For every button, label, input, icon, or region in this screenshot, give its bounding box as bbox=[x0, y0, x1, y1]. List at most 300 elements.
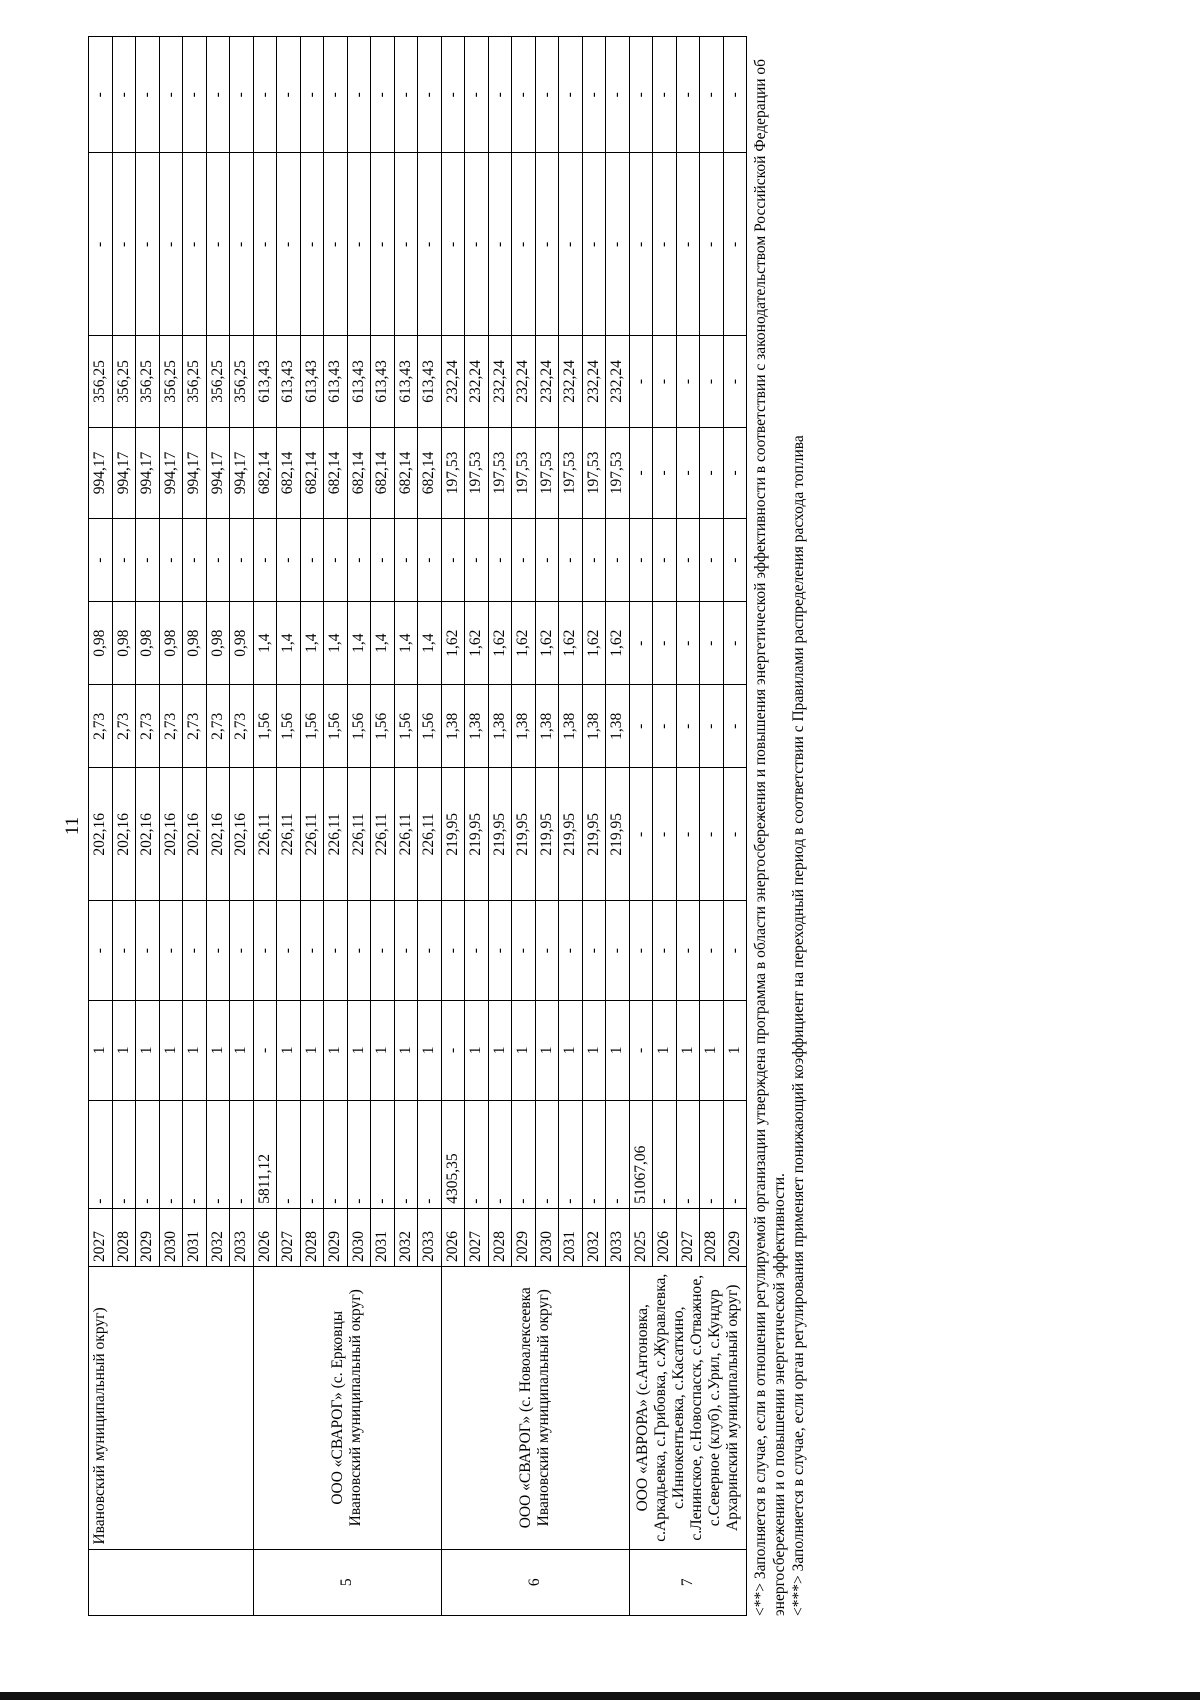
cell-k1: 1 bbox=[582, 1001, 606, 1101]
cell-v1: 226,11 bbox=[418, 768, 442, 901]
cell-v8: - bbox=[230, 37, 254, 153]
cell-v8: - bbox=[488, 37, 512, 153]
cell-v4: - bbox=[629, 519, 653, 602]
cell-v6: 613,43 bbox=[347, 336, 371, 427]
cell-v7: - bbox=[606, 153, 630, 336]
cell-k2: - bbox=[112, 901, 136, 1001]
cell-v8: - bbox=[512, 37, 536, 153]
cell-v7: - bbox=[676, 153, 700, 336]
table-body bbox=[89, 37, 747, 1616]
cell-v7: - bbox=[159, 153, 183, 336]
cell-v3: 1,62 bbox=[559, 602, 583, 685]
cell-k1: 1 bbox=[723, 1001, 747, 1101]
cell-v8: - bbox=[277, 37, 301, 153]
cell-v6: 232,24 bbox=[535, 336, 559, 427]
cell-k1: - bbox=[441, 1001, 465, 1101]
cell-k2: - bbox=[700, 901, 724, 1001]
cell-year: 2031 bbox=[371, 1208, 395, 1266]
cell-v2: 1,38 bbox=[465, 685, 489, 768]
cell-v7: - bbox=[371, 153, 395, 336]
cell-v6: 613,43 bbox=[371, 336, 395, 427]
cell-nvv: - bbox=[300, 1100, 324, 1208]
cell-v4: - bbox=[559, 519, 583, 602]
cell-k2: - bbox=[300, 901, 324, 1001]
cell-k1: 1 bbox=[465, 1001, 489, 1101]
cell-v1: 226,11 bbox=[394, 768, 418, 901]
cell-k1: - bbox=[629, 1001, 653, 1101]
cell-v1: 226,11 bbox=[324, 768, 348, 901]
cell-v3: 1,4 bbox=[371, 602, 395, 685]
cell-v6: 232,24 bbox=[512, 336, 536, 427]
cell-v6: 356,25 bbox=[206, 336, 230, 427]
cell-v4: - bbox=[89, 519, 113, 602]
cell-v5: 197,53 bbox=[582, 427, 606, 518]
cell-v4: - bbox=[488, 519, 512, 602]
cell-k1: 1 bbox=[559, 1001, 583, 1101]
cell-nvv: - bbox=[676, 1100, 700, 1208]
cell-v5: 682,14 bbox=[394, 427, 418, 518]
cell-v6: 356,25 bbox=[159, 336, 183, 427]
tariff-table bbox=[88, 36, 747, 1616]
cell-v7: - bbox=[418, 153, 442, 336]
cell-year: 2029 bbox=[136, 1208, 160, 1266]
cell-nvv: - bbox=[488, 1100, 512, 1208]
cell-year: 2028 bbox=[300, 1208, 324, 1266]
cell-v4: - bbox=[300, 519, 324, 602]
cell-v2: 1,56 bbox=[324, 685, 348, 768]
cell-v7: - bbox=[112, 153, 136, 336]
cell-k1: 1 bbox=[371, 1001, 395, 1101]
cell-year: 2026 bbox=[441, 1208, 465, 1266]
cell-v3: 0,98 bbox=[230, 602, 254, 685]
cell-v2: 2,73 bbox=[136, 685, 160, 768]
cell-v8: - bbox=[700, 37, 724, 153]
cell-v8: - bbox=[394, 37, 418, 153]
cell-k2: - bbox=[371, 901, 395, 1001]
cell-year: 2027 bbox=[277, 1208, 301, 1266]
cell-v8: - bbox=[324, 37, 348, 153]
cell-v2: 2,73 bbox=[183, 685, 207, 768]
cell-v3: 1,62 bbox=[582, 602, 606, 685]
cell-v1: 219,95 bbox=[559, 768, 583, 901]
cell-v7: - bbox=[347, 153, 371, 336]
cell-v8: - bbox=[723, 37, 747, 153]
cell-v4: - bbox=[206, 519, 230, 602]
cell-v4: - bbox=[112, 519, 136, 602]
cell-k2: - bbox=[676, 901, 700, 1001]
cell-nvv: - bbox=[700, 1100, 724, 1208]
cell-nvv: - bbox=[653, 1100, 677, 1208]
cell-nvv: - bbox=[89, 1100, 113, 1208]
cell-v5: 682,14 bbox=[300, 427, 324, 518]
cell-v7: - bbox=[559, 153, 583, 336]
cell-v5: - bbox=[700, 427, 724, 518]
cell-v1: - bbox=[653, 768, 677, 901]
cell-nvv: - bbox=[723, 1100, 747, 1208]
cell-v3: 1,4 bbox=[394, 602, 418, 685]
cell-v7: - bbox=[512, 153, 536, 336]
cell-v1: 202,16 bbox=[206, 768, 230, 901]
cell-v6: 613,43 bbox=[394, 336, 418, 427]
cell-v2: 1,56 bbox=[300, 685, 324, 768]
footnote: <***> Заполняется в случае, если орган регулирования применяет понижающий коэффициент на переходный период в соответствии с Правилами распределения расхода топлива bbox=[790, 435, 807, 1616]
cell-v5: 682,14 bbox=[418, 427, 442, 518]
cell-v8: - bbox=[582, 37, 606, 153]
cell-nvv: - bbox=[606, 1100, 630, 1208]
cell-year: 2032 bbox=[206, 1208, 230, 1266]
cell-nvv: - bbox=[183, 1100, 207, 1208]
cell-v7: - bbox=[441, 153, 465, 336]
cell-v2: 1,56 bbox=[253, 685, 277, 768]
cell-k2: - bbox=[136, 901, 160, 1001]
cell-year: 2028 bbox=[700, 1208, 724, 1266]
cell-v4: - bbox=[512, 519, 536, 602]
cell-year: 2026 bbox=[253, 1208, 277, 1266]
cell-v1: 202,16 bbox=[159, 768, 183, 901]
cell-v2: 1,38 bbox=[512, 685, 536, 768]
cell-v2: 1,38 bbox=[441, 685, 465, 768]
cell-k1: 1 bbox=[676, 1001, 700, 1101]
cell-k2: - bbox=[253, 901, 277, 1001]
cell-v2: - bbox=[629, 685, 653, 768]
cell-v7: - bbox=[394, 153, 418, 336]
cell-v7: - bbox=[136, 153, 160, 336]
cell-v2: 1,56 bbox=[347, 685, 371, 768]
cell-v7: - bbox=[700, 153, 724, 336]
cell-v5: 682,14 bbox=[277, 427, 301, 518]
cell-v5: 994,17 bbox=[183, 427, 207, 518]
cell-nvv: 4305,35 bbox=[441, 1100, 465, 1208]
cell-v6: 232,24 bbox=[582, 336, 606, 427]
cell-v2: 1,38 bbox=[488, 685, 512, 768]
cell-v5: 682,14 bbox=[324, 427, 348, 518]
cell-v2: 1,56 bbox=[418, 685, 442, 768]
cell-year: 2031 bbox=[559, 1208, 583, 1266]
cell-v3: 1,4 bbox=[347, 602, 371, 685]
cell-v5: 197,53 bbox=[465, 427, 489, 518]
cell-year: 2028 bbox=[112, 1208, 136, 1266]
cell-v5: 682,14 bbox=[347, 427, 371, 518]
organization-name: ООО «АВРОРА» (с.Антоновка, с.Аркадьевка, с.Грибовка, с.Журавлевка, с.Иннокентьевка, с.Касаткино, с.Ленинское, с.Новоспасск, с.Отважное, с.Северное (клуб), с.Урил, с.Кундур Архаринский муниципальный округ) bbox=[629, 1266, 747, 1549]
cell-v2: 2,73 bbox=[159, 685, 183, 768]
cell-v1: 202,16 bbox=[112, 768, 136, 901]
table-row bbox=[253, 37, 277, 1616]
cell-v1: 219,95 bbox=[465, 768, 489, 901]
cell-k2: - bbox=[559, 901, 583, 1001]
cell-v5: 682,14 bbox=[253, 427, 277, 518]
cell-v5: 197,53 bbox=[559, 427, 583, 518]
cell-k1: 1 bbox=[89, 1001, 113, 1101]
cell-v4: - bbox=[324, 519, 348, 602]
cell-k1: 1 bbox=[206, 1001, 230, 1101]
cell-v6: 356,25 bbox=[230, 336, 254, 427]
cell-v1: 202,16 bbox=[136, 768, 160, 901]
cell-v8: - bbox=[441, 37, 465, 153]
cell-year: 2033 bbox=[230, 1208, 254, 1266]
cell-v5: - bbox=[629, 427, 653, 518]
cell-v7: - bbox=[300, 153, 324, 336]
cell-year: 2031 bbox=[183, 1208, 207, 1266]
cell-nvv: - bbox=[512, 1100, 536, 1208]
cell-v1: 219,95 bbox=[606, 768, 630, 901]
cell-year: 2033 bbox=[606, 1208, 630, 1266]
cell-v5: 682,14 bbox=[371, 427, 395, 518]
cell-v6: 232,24 bbox=[441, 336, 465, 427]
cell-year: 2025 bbox=[629, 1208, 653, 1266]
cell-v4: - bbox=[653, 519, 677, 602]
cell-nvv: - bbox=[324, 1100, 348, 1208]
cell-k2: - bbox=[606, 901, 630, 1001]
cell-v2: 2,73 bbox=[89, 685, 113, 768]
cell-nvv: 51067,06 bbox=[629, 1100, 653, 1208]
cell-v3: 0,98 bbox=[159, 602, 183, 685]
cell-v8: - bbox=[253, 37, 277, 153]
cell-v6: 613,43 bbox=[324, 336, 348, 427]
cell-v5: 197,53 bbox=[512, 427, 536, 518]
cell-v6: 613,43 bbox=[277, 336, 301, 427]
cell-v3: 1,62 bbox=[535, 602, 559, 685]
organization-name: Ивановский муниципальный округ) bbox=[89, 1266, 254, 1549]
cell-v1: 202,16 bbox=[230, 768, 254, 901]
cell-year: 2029 bbox=[723, 1208, 747, 1266]
cell-k1: 1 bbox=[324, 1001, 348, 1101]
cell-k2: - bbox=[488, 901, 512, 1001]
cell-v2: 2,73 bbox=[230, 685, 254, 768]
cell-v4: - bbox=[441, 519, 465, 602]
cell-v5: 197,53 bbox=[606, 427, 630, 518]
cell-v5: - bbox=[723, 427, 747, 518]
cell-v6: - bbox=[676, 336, 700, 427]
scan-edge-bar bbox=[0, 1692, 1200, 1700]
row-number: 7 bbox=[629, 1549, 747, 1615]
cell-v5: - bbox=[653, 427, 677, 518]
cell-k2: - bbox=[206, 901, 230, 1001]
cell-v4: - bbox=[136, 519, 160, 602]
cell-v6: 356,25 bbox=[112, 336, 136, 427]
cell-v2: 2,73 bbox=[112, 685, 136, 768]
cell-v5: 197,53 bbox=[441, 427, 465, 518]
cell-v2: 1,38 bbox=[606, 685, 630, 768]
cell-v8: - bbox=[136, 37, 160, 153]
cell-v1: 202,16 bbox=[183, 768, 207, 901]
cell-v5: - bbox=[676, 427, 700, 518]
cell-v7: - bbox=[324, 153, 348, 336]
cell-v1: 219,95 bbox=[535, 768, 559, 901]
cell-k1: 1 bbox=[136, 1001, 160, 1101]
cell-k2: - bbox=[535, 901, 559, 1001]
cell-v3: 1,62 bbox=[512, 602, 536, 685]
cell-nvv: - bbox=[206, 1100, 230, 1208]
cell-k2: - bbox=[394, 901, 418, 1001]
cell-year: 2030 bbox=[347, 1208, 371, 1266]
cell-v5: 197,53 bbox=[535, 427, 559, 518]
row-number bbox=[89, 1549, 254, 1615]
cell-v3: 0,98 bbox=[136, 602, 160, 685]
cell-v1: 226,11 bbox=[277, 768, 301, 901]
cell-k2: - bbox=[465, 901, 489, 1001]
cell-v5: 994,17 bbox=[230, 427, 254, 518]
cell-v2: 1,38 bbox=[535, 685, 559, 768]
cell-v2: - bbox=[700, 685, 724, 768]
cell-v1: 219,95 bbox=[582, 768, 606, 901]
cell-v6: 356,25 bbox=[183, 336, 207, 427]
cell-v4: - bbox=[418, 519, 442, 602]
cell-year: 2027 bbox=[89, 1208, 113, 1266]
cell-v8: - bbox=[89, 37, 113, 153]
cell-v8: - bbox=[606, 37, 630, 153]
cell-year: 2029 bbox=[324, 1208, 348, 1266]
cell-v8: - bbox=[465, 37, 489, 153]
cell-year: 2030 bbox=[535, 1208, 559, 1266]
cell-v4: - bbox=[535, 519, 559, 602]
cell-v3: - bbox=[700, 602, 724, 685]
cell-nvv: - bbox=[347, 1100, 371, 1208]
cell-year: 2033 bbox=[418, 1208, 442, 1266]
cell-v6: - bbox=[723, 336, 747, 427]
cell-v4: - bbox=[371, 519, 395, 602]
cell-v8: - bbox=[206, 37, 230, 153]
cell-nvv: - bbox=[136, 1100, 160, 1208]
cell-v4: - bbox=[700, 519, 724, 602]
cell-k1: 1 bbox=[394, 1001, 418, 1101]
cell-k1: 1 bbox=[347, 1001, 371, 1101]
cell-nvv: - bbox=[582, 1100, 606, 1208]
cell-v8: - bbox=[371, 37, 395, 153]
cell-v4: - bbox=[253, 519, 277, 602]
cell-v5: 197,53 bbox=[488, 427, 512, 518]
cell-v3: 1,4 bbox=[418, 602, 442, 685]
cell-k2: - bbox=[723, 901, 747, 1001]
cell-k2: - bbox=[230, 901, 254, 1001]
cell-v4: - bbox=[159, 519, 183, 602]
cell-v7: - bbox=[629, 153, 653, 336]
cell-k1: 1 bbox=[606, 1001, 630, 1101]
cell-k1: 1 bbox=[700, 1001, 724, 1101]
cell-k2: - bbox=[441, 901, 465, 1001]
cell-k1: 1 bbox=[277, 1001, 301, 1101]
cell-k1: 1 bbox=[230, 1001, 254, 1101]
cell-year: 2027 bbox=[465, 1208, 489, 1266]
cell-v8: - bbox=[183, 37, 207, 153]
cell-year: 2029 bbox=[512, 1208, 536, 1266]
cell-v4: - bbox=[676, 519, 700, 602]
cell-v2: - bbox=[653, 685, 677, 768]
cell-k2: - bbox=[89, 901, 113, 1001]
cell-v8: - bbox=[629, 37, 653, 153]
cell-v6: 232,24 bbox=[606, 336, 630, 427]
cell-v8: - bbox=[112, 37, 136, 153]
cell-k1: 1 bbox=[418, 1001, 442, 1101]
cell-v2: 1,56 bbox=[394, 685, 418, 768]
cell-v4: - bbox=[183, 519, 207, 602]
cell-v4: - bbox=[230, 519, 254, 602]
cell-v3: 0,98 bbox=[206, 602, 230, 685]
cell-v8: - bbox=[159, 37, 183, 153]
cell-nvv: 5811,12 bbox=[253, 1100, 277, 1208]
cell-v2: 1,56 bbox=[371, 685, 395, 768]
cell-v2: 1,56 bbox=[277, 685, 301, 768]
cell-v1: 226,11 bbox=[347, 768, 371, 901]
cell-nvv: - bbox=[112, 1100, 136, 1208]
cell-year: 2030 bbox=[159, 1208, 183, 1266]
cell-v2: - bbox=[676, 685, 700, 768]
table-row bbox=[629, 37, 653, 1616]
cell-k1: 1 bbox=[300, 1001, 324, 1101]
rotated-page bbox=[62, 36, 1108, 1616]
cell-v7: - bbox=[488, 153, 512, 336]
cell-v6: 613,43 bbox=[300, 336, 324, 427]
cell-year: 2026 bbox=[653, 1208, 677, 1266]
cell-nvv: - bbox=[535, 1100, 559, 1208]
organization-name: ООО «СВАРОГ» (с. Ерковцы Ивановский муниципальный округ) bbox=[253, 1266, 441, 1549]
cell-v6: 613,43 bbox=[253, 336, 277, 427]
cell-k1: 1 bbox=[512, 1001, 536, 1101]
cell-nvv: - bbox=[559, 1100, 583, 1208]
cell-v3: 0,98 bbox=[112, 602, 136, 685]
cell-v8: - bbox=[535, 37, 559, 153]
cell-v1: 226,11 bbox=[300, 768, 324, 901]
cell-k1: - bbox=[253, 1001, 277, 1101]
cell-v3: 1,62 bbox=[606, 602, 630, 685]
cell-v6: - bbox=[700, 336, 724, 427]
cell-v8: - bbox=[300, 37, 324, 153]
cell-v7: - bbox=[723, 153, 747, 336]
cell-v3: 1,62 bbox=[441, 602, 465, 685]
cell-v7: - bbox=[653, 153, 677, 336]
cell-v8: - bbox=[653, 37, 677, 153]
cell-v1: 219,95 bbox=[441, 768, 465, 901]
cell-v8: - bbox=[676, 37, 700, 153]
cell-k2: - bbox=[418, 901, 442, 1001]
cell-v1: 219,95 bbox=[512, 768, 536, 901]
cell-k2: - bbox=[183, 901, 207, 1001]
cell-nvv: - bbox=[465, 1100, 489, 1208]
cell-nvv: - bbox=[277, 1100, 301, 1208]
cell-v7: - bbox=[582, 153, 606, 336]
cell-v3: 1,62 bbox=[488, 602, 512, 685]
cell-k1: 1 bbox=[112, 1001, 136, 1101]
cell-v5: 994,17 bbox=[89, 427, 113, 518]
cell-v1: - bbox=[676, 768, 700, 901]
cell-v6: 232,24 bbox=[488, 336, 512, 427]
cell-v7: - bbox=[89, 153, 113, 336]
cell-v1: 202,16 bbox=[89, 768, 113, 901]
cell-k2: - bbox=[277, 901, 301, 1001]
cell-v3: - bbox=[653, 602, 677, 685]
cell-v5: 994,17 bbox=[136, 427, 160, 518]
cell-k2: - bbox=[324, 901, 348, 1001]
cell-v3: 0,98 bbox=[89, 602, 113, 685]
cell-year: 2028 bbox=[488, 1208, 512, 1266]
cell-v3: 0,98 bbox=[183, 602, 207, 685]
row-number: 6 bbox=[441, 1549, 629, 1615]
cell-v6: 232,24 bbox=[465, 336, 489, 427]
cell-v7: - bbox=[253, 153, 277, 336]
cell-v5: 994,17 bbox=[112, 427, 136, 518]
cell-v4: - bbox=[394, 519, 418, 602]
cell-v8: - bbox=[559, 37, 583, 153]
cell-year: 2032 bbox=[394, 1208, 418, 1266]
cell-v2: - bbox=[723, 685, 747, 768]
cell-v5: 994,17 bbox=[159, 427, 183, 518]
cell-v3: - bbox=[723, 602, 747, 685]
cell-v6: 613,43 bbox=[418, 336, 442, 427]
cell-k1: 1 bbox=[183, 1001, 207, 1101]
cell-k1: 1 bbox=[535, 1001, 559, 1101]
cell-k1: 1 bbox=[653, 1001, 677, 1101]
cell-v8: - bbox=[347, 37, 371, 153]
cell-v4: - bbox=[347, 519, 371, 602]
